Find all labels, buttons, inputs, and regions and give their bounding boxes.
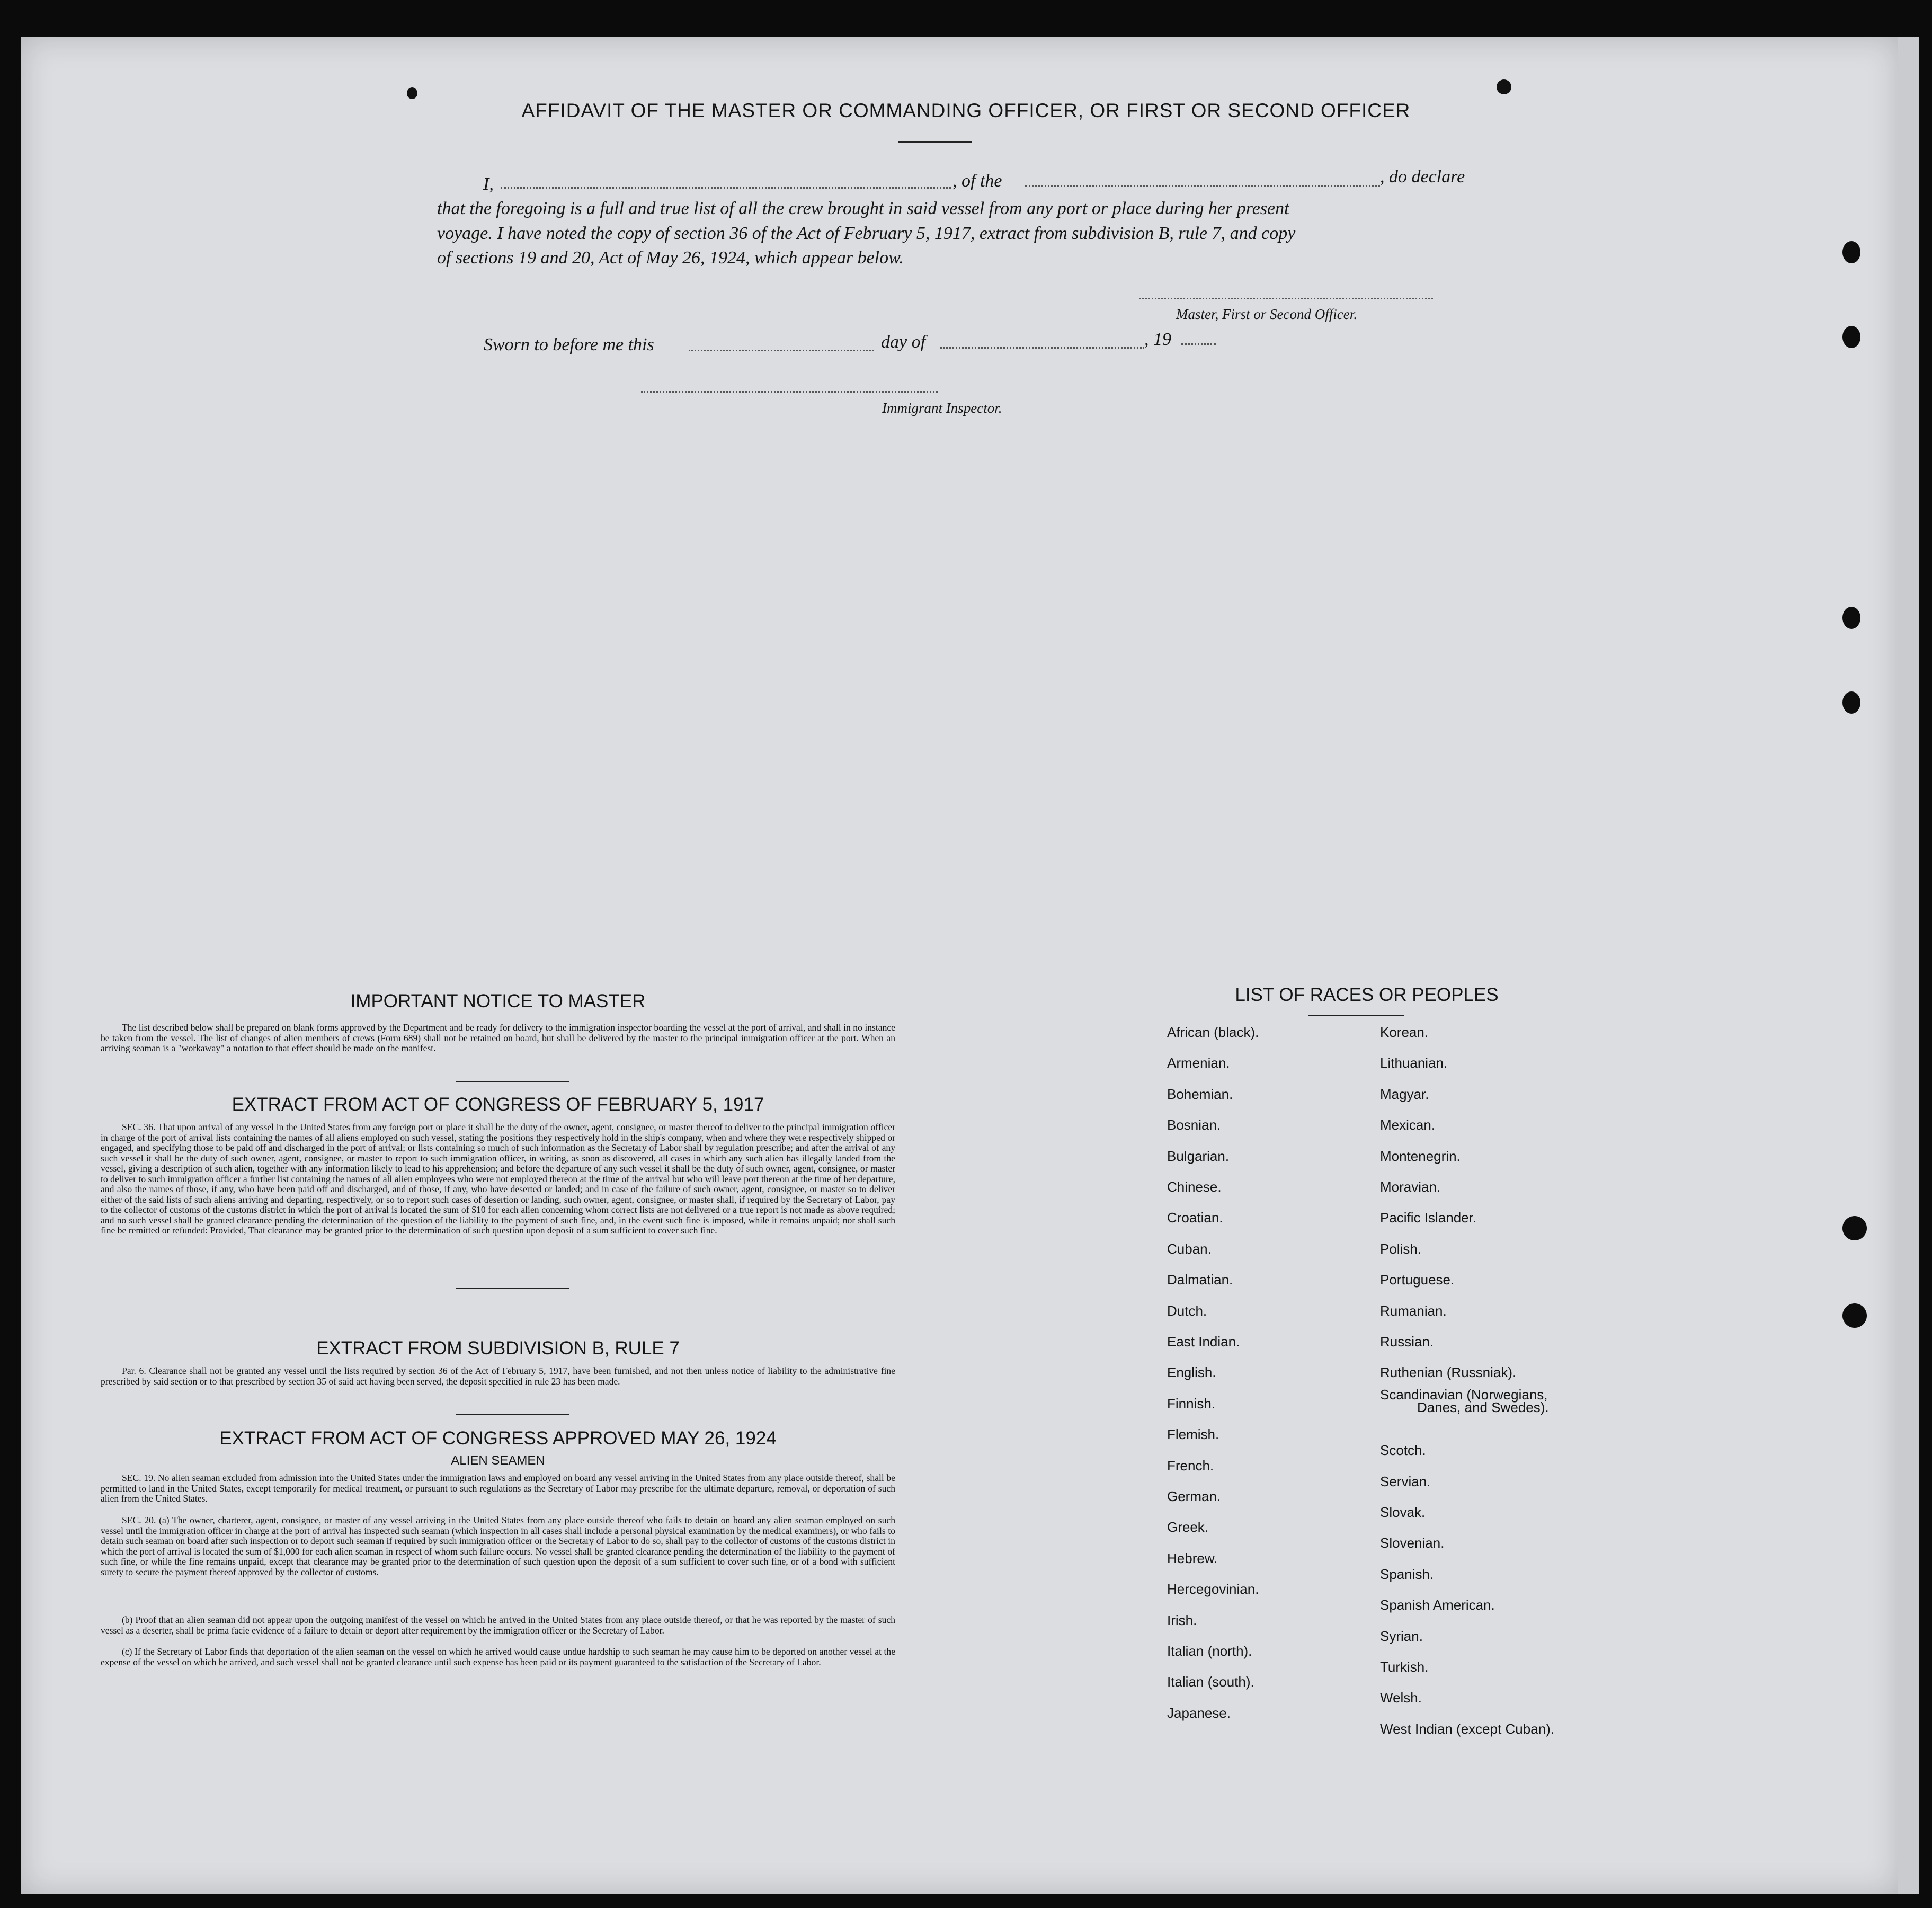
race-item: Lithuanian. [1380, 1055, 1448, 1071]
inspector-signature-line[interactable] [641, 391, 938, 393]
race-item: German. [1167, 1488, 1221, 1504]
race-item: Bohemian. [1167, 1086, 1233, 1102]
year-label: , 19 [1144, 330, 1171, 349]
sworn-month-line[interactable] [940, 347, 1144, 349]
race-item: Hebrew. [1167, 1550, 1218, 1566]
races-rule [1308, 1015, 1404, 1016]
affidavit-of-the: , of the [952, 171, 1002, 191]
races-title: LIST OF RACES OR PEOPLES [1235, 984, 1499, 1005]
name-field-line[interactable] [501, 187, 951, 189]
notice-title: IMPORTANT NOTICE TO MASTER [350, 991, 646, 1011]
race-item: Cuban. [1167, 1241, 1212, 1257]
race-item: Irish. [1167, 1612, 1197, 1628]
race-item: Rumanian. [1380, 1303, 1447, 1319]
extract-1924-title: EXTRACT FROM ACT OF CONGRESS APPROVED MAY 26, 1924 [219, 1428, 777, 1449]
race-item: Flemish. [1167, 1426, 1219, 1442]
affidavit-line-2: voyage. I have noted the copy of section 36 of the Act of February 5, 1917, extract from subdivision B, rule 7, and copy [437, 224, 1296, 243]
section-rule [456, 1414, 569, 1415]
ink-dot [1497, 79, 1511, 94]
punch-hole [1842, 607, 1860, 629]
day-of-label: day of [881, 332, 926, 352]
race-item: West Indian (except Cuban). [1380, 1721, 1555, 1737]
sec20a-text: SEC. 20. (a) The owner, charterer, agent, consignee, or master of any vessel arriving in the United States from any place outside thereof who fails to detain on board any alien seaman employed on such vessel until the immigration officer in charge at the port of arrival has inspected such seaman (which inspection in all cases shall include a personal physical examination by the medical examiners), or who fails to detain such seaman on board after such inspection or to deport such seaman if required by such immigration officer or the Secretary of Labor to do so, shall pay to the collector of customs of the customs district in which the port of arrival is located the sum of $1,000 for each alien seaman in respect of whom such failure occurs. No vessel shall be granted clearance pending the determination of the liability to the payment of such fine, or while the fine remains unpaid, except that clearance may be granted prior to the determination of such question upon the deposit of a sum sufficient to cover such fine, or of a bond with sufficient surety to secure the payment thereof approved by the collector of customs. [101, 1515, 895, 1577]
race-item: Pacific Islander. [1380, 1210, 1477, 1226]
race-item: Montenegrin. [1380, 1148, 1461, 1164]
affidavit-line-1: that the foregoing is a full and true list of all the crew brought in said vessel from any port or place during her present [437, 199, 1289, 218]
race-item: Spanish American. [1380, 1597, 1495, 1613]
race-item: Italian (north). [1167, 1643, 1252, 1659]
race-item: Scandinavian (Norwegians, [1380, 1387, 1548, 1403]
affidavit-line-3: of sections 19 and 20, Act of May 26, 1924, which appear below. [437, 248, 904, 268]
sworn-label: Sworn to before me this [484, 335, 654, 354]
race-item: Slovak. [1380, 1504, 1426, 1520]
race-item: Portuguese. [1380, 1272, 1455, 1288]
race-item: Servian. [1380, 1474, 1431, 1489]
sec20b-text: (b) Proof that an alien seaman did not appear upon the outgoing manifest of the vessel on which he arrived in the United States from any place outside thereof, or that he was reported by the master of such vessel as a deserter, shall be prima facie evidence of a failure to detain or deport after requirement by the immigration officer or the Secretary of Labor. [101, 1614, 895, 1636]
race-item: Ruthenian (Russniak). [1380, 1364, 1517, 1380]
master-signature-label: Master, First or Second Officer. [1176, 306, 1357, 322]
extract-1924-subtitle: ALIEN SEAMEN [451, 1453, 545, 1468]
punch-hole [1842, 326, 1860, 348]
race-item: Welsh. [1380, 1690, 1422, 1706]
extract-1917-title: EXTRACT FROM ACT OF CONGRESS OF FEBRUARY 5, 1917 [232, 1094, 764, 1115]
race-item: Turkish. [1380, 1659, 1429, 1675]
extract-1917-text: SEC. 36. That upon arrival of any vessel in the United States from any foreign port or place it shall be the duty of the owner, agent, consignee, or master thereof to deliver to the principal immigration officer in charge of the port of arrival lists containing the names of all aliens employed on such vessel, stating the positions they respectively hold in the ship's company, when and where they were respectively shipped or engaged, and specifying those to be paid off and discharged in the port of arrival; or lists containing so much of such information as the Secretary of Labor shall by regulation prescribe; and after the arrival of any such vessel it shall be the duty of such owner, agent, consignee, or master to report to such immigration officer, in writing, as soon as discovered, all cases in which any such alien has illegally landed from the vessel, giving a description of such alien, together with any information likely to lead to his apprehension; and before the departure of any such vessel it shall be the duty of such owner, agent, consignee, or master to deliver to such immigration officer a further list containing the names of all alien employees who were not employed thereon at the time of the arrival but who will leave port thereon at the time of her departure, and also the names of those, if any, who have been paid off and discharged, and of those, if any, who have deserted or landed; and in case of the failure of such owner, agent, consignee, or master so to deliver either of the said lists of such aliens arriving and departing, respectively, or so to report such cases of desertion or landing, such owner, agent, consignee, or master shall, if required by the Secretary of Labor, pay to the collector of customs of the customs district in which the port of arrival is located the sum of $10 for each alien concerning whom correct lists are not delivered or a true report is not made as above required; and no such vessel shall be granted clearance pending the determination of the question of the liability to the payment of such fine, and, in the event such fine is imposed, while it remains unpaid; nor shall such fine be remitted or refunded: Provided, That clearance may be granted prior to the determination of such question upon deposit of a sum sufficient to cover such fine. [101, 1122, 895, 1236]
race-item: Greek. [1167, 1519, 1209, 1535]
race-item: Syrian. [1380, 1628, 1423, 1644]
title-rule [898, 141, 972, 143]
race-item: Croatian. [1167, 1210, 1223, 1226]
section-rule [456, 1081, 569, 1082]
master-signature-line[interactable] [1139, 298, 1433, 299]
race-item: Korean. [1380, 1024, 1429, 1040]
race-item: Italian (south). [1167, 1674, 1254, 1690]
ink-dot [407, 87, 417, 99]
punch-hole [1842, 1216, 1867, 1240]
race-item: Hercegovinian. [1167, 1581, 1259, 1597]
punch-hole [1842, 241, 1860, 263]
race-item: French. [1167, 1458, 1214, 1474]
sworn-day-line[interactable] [689, 350, 874, 351]
affidavit-i-label: I, [483, 174, 494, 194]
affidavit-title: AFFIDAVIT OF THE MASTER OR COMMANDING OFFICER, OR FIRST OR SECOND OFFICER [521, 100, 1411, 121]
section-rule [456, 1288, 569, 1289]
race-item: Mexican. [1380, 1117, 1436, 1133]
race-item: Dutch. [1167, 1303, 1207, 1319]
notice-text: The list described below shall be prepared on blank forms approved by the Department and be ready for delivery to the immigration inspector boarding the vessel at the port of arrival, and shall in no instance be taken from the vessel. The list of changes of alien members of crews (Form 689) shall not be retained on board, but shall be delivered by the master to the principal immigration officer at the port. When an arriving seaman is a "workaway" a notation to that effect should be made on the manifest. [101, 1022, 895, 1053]
vessel-field-line[interactable] [1025, 185, 1380, 187]
race-item: Dalmatian. [1167, 1272, 1233, 1288]
race-item: Japanese. [1167, 1705, 1231, 1721]
race-item: Bulgarian. [1167, 1148, 1230, 1164]
sworn-year-line[interactable] [1181, 343, 1216, 345]
race-item: Bosnian. [1167, 1117, 1221, 1133]
race-item: Finnish. [1167, 1396, 1216, 1412]
race-item: Magyar. [1380, 1086, 1429, 1102]
page-edge [1898, 37, 1919, 1894]
race-item: Spanish. [1380, 1566, 1434, 1582]
race-item: East Indian. [1167, 1334, 1240, 1350]
race-item: English. [1167, 1364, 1216, 1380]
race-item: Polish. [1380, 1241, 1422, 1257]
inspector-signature-label: Immigrant Inspector. [882, 400, 1002, 416]
sec20c-text: (c) If the Secretary of Labor finds that deportation of the alien seaman on the vessel on which he arrived would cause undue hardship to such seaman he may cause him to be deported on another vessel at the expense of the vessel on which he arrived, and such vessel shall not be granted clearance until such expense has been paid or its payment guaranteed to the satisfaction of the Secretary of Labor. [101, 1646, 895, 1667]
race-item: Armenian. [1167, 1055, 1230, 1071]
race-item: Slovenian. [1380, 1535, 1445, 1551]
race-item: Scotch. [1380, 1442, 1426, 1458]
race-item: African (black). [1167, 1024, 1259, 1040]
punch-hole [1842, 1303, 1867, 1328]
race-item: Russian. [1380, 1334, 1434, 1350]
race-item: Chinese. [1167, 1179, 1222, 1195]
rule7-title: EXTRACT FROM SUBDIVISION B, RULE 7 [316, 1338, 680, 1359]
race-scandinavian-cont: Danes, and Swedes). [1417, 1399, 1549, 1415]
rule7-text: Par. 6. Clearance shall not be granted any vessel until the lists required by section 36 of the Act of February 5, 1917, have been furnished, and not then unless notice of liability to the administrative fine prescribed by said section or to that prescribed by section 35 of said act having been served, the deposit specified in rule 23 has been made. [101, 1365, 895, 1387]
sec19-text: SEC. 19. No alien seaman excluded from admission into the United States under the immigration laws and employed on board any vessel arriving in the United States from any place outside thereof, shall be permitted to land in the United States, except temporarily for medical treatment, or pursuant to such regulations as the Secretary of Labor may prescribe for the ultimate departure, removal, or deportation of such alien from the United States. [101, 1472, 895, 1504]
affidavit-do-declare: , do declare [1380, 167, 1465, 187]
punch-hole [1842, 691, 1860, 714]
race-item: Moravian. [1380, 1179, 1441, 1195]
